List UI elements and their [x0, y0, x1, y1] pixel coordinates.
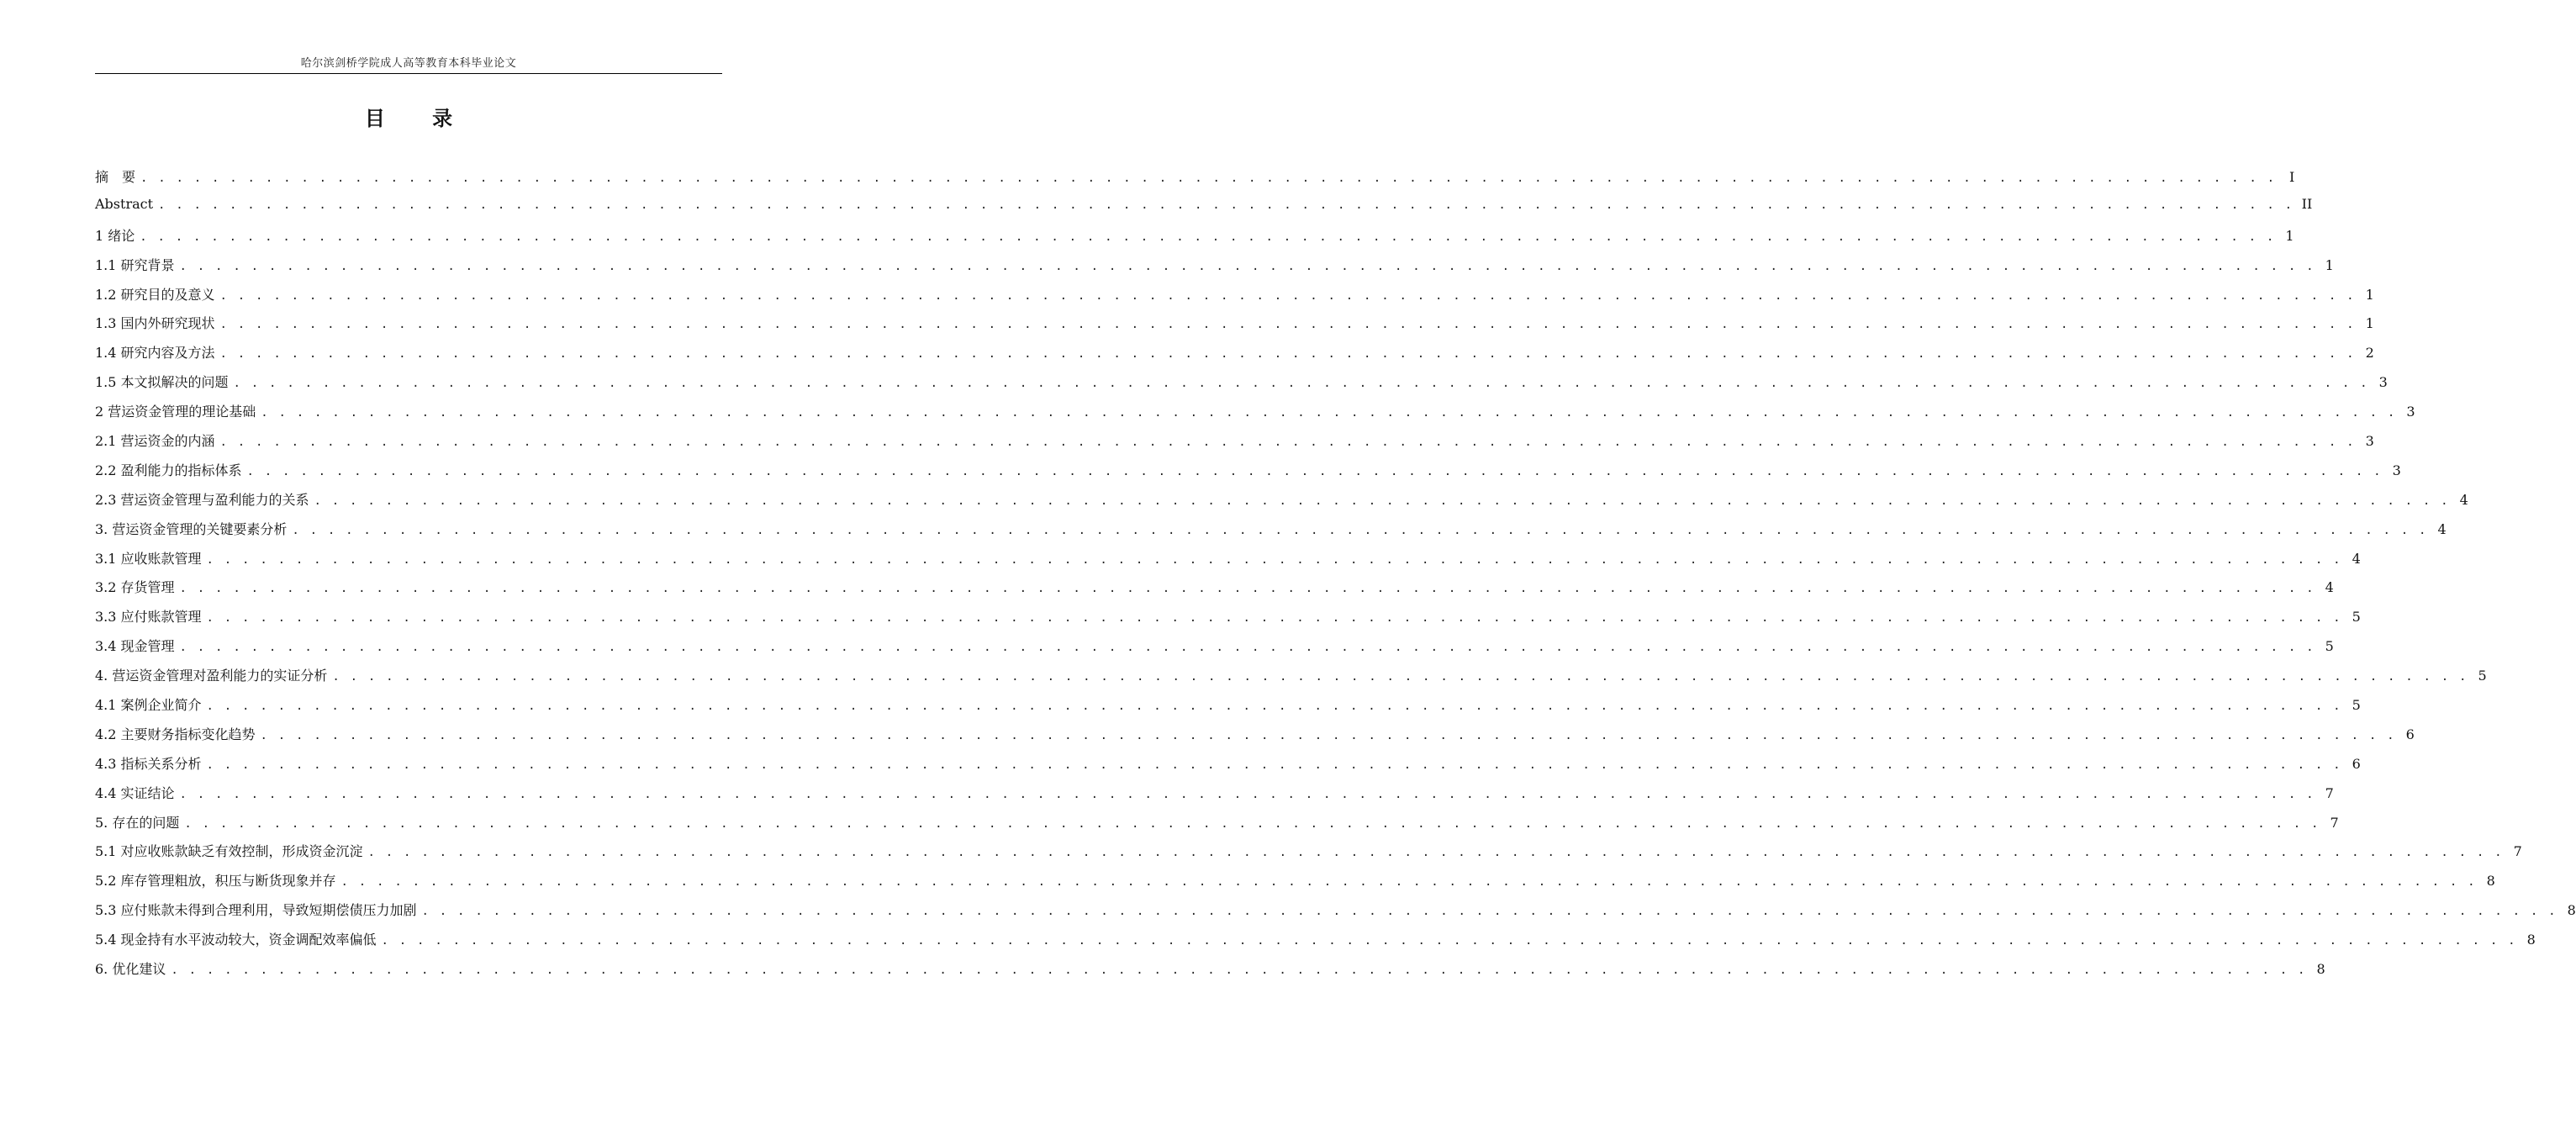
toc-entry-page-number: 5 [2352, 697, 2361, 714]
toc-entry-title: 3. 营运资金管理的关键要素分析 [95, 520, 288, 537]
dot-leader: . . . . . . . . . . . . . . . . . . . . . . . . . . . . . . . . . . . . . . . . . . . . . . . . . . . . . . . . . . . . . . . . . . . . . . . . . . . . . . . . . . . . . . . . . . . . . . . . . . . . . . . . . . . . . . . . . . . . . . . . [179, 259, 2315, 273]
toc-entry[interactable] [95, 548, 2361, 578]
toc-entry-title: 4.1 案例企业简介 [95, 697, 202, 714]
dot-leader: . . . . . . . . . . . . . . . . . . . . . . . . . . . . . . . . . . . . . . . . . . . . . . . . . . . . . . . . . . . . . . . . . . . . . . . . . . . . . . . . . . . . . . . . . . . . . . . . . . . . . . . . . . . . . . . . . . . . . . . . [233, 377, 2369, 391]
header-divider [95, 73, 722, 74]
toc-entry-page-number: 4 [2352, 550, 2361, 567]
toc-entry-title: 3.4 现金管理 [95, 638, 175, 655]
dot-leader: . . . . . . . . . . . . . . . . . . . . . . . . . . . . . . . . . . . . . . . . . . . . . . . . . . . . . . . . . . . . . . . . . . . . . . . . . . . . . . . . . . . . . . . . . . . . . . . . . . . . . . . . . . . . . . . . . . . . . . . . [179, 787, 2315, 801]
toc-entry-title: 4. 营运资金管理对盈利能力的实证分析 [95, 668, 328, 684]
dot-leader: . . . . . . . . . . . . . . . . . . . . . . . . . . . . . . . . . . . . . . . . . . . . . . . . . . . . . . . . . . . . . . . . . . . . . . . . . . . . . . . . . . . . . . . . . . . . . . . . . . . . . . . . . . . . . . . . . . . . . . . . [206, 552, 2342, 567]
toc-entry[interactable] [95, 606, 2361, 636]
toc-entry[interactable] [95, 225, 2294, 255]
toc-entry[interactable] [95, 401, 2415, 430]
toc-entry-title: 4.4 实证结论 [95, 784, 175, 801]
toc-entry[interactable] [95, 195, 2313, 225]
dot-leader: . . . . . . . . . . . . . . . . . . . . . . . . . . . . . . . . . . . . . . . . . . . . . . . . . . . . . . . . . . . . . . . . . . . . . . . . . . . . . . . . . . . . . . . . . . . . . . . . . . . . . . . . . . . . . . . . . . . . . . . . [314, 494, 2450, 508]
toc-entry-page-number: 7 [2325, 784, 2334, 801]
dot-leader: . . . . . . . . . . . . . . . . . . . . . . . . . . . . . . . . . . . . . . . . . . . . . . . . . . . . . . . . . . . . . . . . . . . . . . . . . . . . . . . . . . . . . . . . . . . . . . . . . . . . . . . . . . . . . . . . . . . . . . . . [179, 641, 2315, 655]
toc-entry-page-number: 5 [2325, 638, 2334, 655]
toc-entry[interactable] [95, 929, 2536, 958]
toc-entry-page-number: 6 [2405, 726, 2415, 742]
toc-entry-page-number: 7 [2513, 843, 2522, 860]
dot-leader: . . . . . . . . . . . . . . . . . . . . . . . . . . . . . . . . . . . . . . . . . . . . . . . . . . . . . . . . . . . . . . . . . . . . . . . . . . . . . . . . . . . . . . . . . . . . . . . . . . . . . . . . . . . . . . . . . . . . . . . . [219, 288, 2356, 303]
toc-entry-title: 摘 要 [95, 169, 136, 185]
dot-leader: . . . . . . . . . . . . . . . . . . . . . . . . . . . . . . . . . . . . . . . . . . . . . . . . . . . . . . . . . . . . . . . . . . . . . . . . . . . . . . . . . . . . . . . . . . . . . . . . . . . . . . . . . . . . . . . . . . . . . . . . [206, 611, 2342, 626]
toc-entry-page-number: 1 [2365, 315, 2374, 332]
toc-entry-page-number: 8 [2567, 902, 2576, 919]
toc-entry-title: 2.2 盈利能力的指标体系 [95, 462, 242, 478]
toc-entry-page-number: 3 [2392, 462, 2401, 478]
dot-leader: . . . . . . . . . . . . . . . . . . . . . . . . . . . . . . . . . . . . . . . . . . . . . . . . . . . . . . . . . . . . . . . . . . . . . . . . . . . . . . . . . . . . . . . . . . . . . . . . . . . . . . . . . . . . . . . . . . . . . . . . [381, 934, 2517, 948]
toc-entry[interactable] [95, 870, 2495, 900]
toc-entry[interactable] [95, 724, 2415, 753]
toc-entry-title: 5.4 现金持有水平波动较大，资金调配效率偏低 [95, 932, 377, 948]
toc-entry-page-number: 4 [2325, 579, 2334, 596]
dot-leader: . . . . . . . . . . . . . . . . . . . . . . . . . . . . . . . . . . . . . . . . . . . . . . . . . . . . . . . . . . . . . . . . . . . . . . . . . . . . . . . . . . . . . . . . . . . . . . . . . . . . . . . . . . . . . . . . . . . . . . . . [206, 700, 2342, 714]
toc-entry-page-number: 1 [2365, 286, 2374, 303]
toc-entry-title: 3.1 应收账款管理 [95, 550, 202, 567]
dot-leader: . . . . . . . . . . . . . . . . . . . . . . . . . . . . . . . . . . . . . . . . . . . . . . . . . . . . . . . . . . . . . . . . . . . . . . . . . . . . . . . . . . . . . . . . . . . . . . . . . . . . . . . . . . . . . . . . . . . . . . . . [206, 758, 2342, 772]
dot-leader: . . . . . . . . . . . . . . . . . . . . . . . . . . . . . . . . . . . . . . . . . . . . . . . . . . . . . . . . . . . . . . . . . . . . . . . . . . . . . . . . . . . . . . . . . . . . . . . . . . . . . . . . . . . . . . . . . . . . . . . . [219, 318, 2356, 332]
toc-entry[interactable] [95, 460, 2401, 489]
toc-entry-title: 5. 存在的问题 [95, 814, 180, 831]
toc-entry[interactable] [95, 958, 2325, 988]
running-header: 哈尔滨剑桥学院成人高等教育本科毕业论文 [300, 57, 517, 70]
toc-entry[interactable] [95, 694, 2361, 724]
toc-entry[interactable] [95, 783, 2334, 812]
toc-entry-title: 5.1 对应收账款缺乏有效控制，形成资金沉淀 [95, 843, 363, 860]
dot-leader: . . . . . . . . . . . . . . . . . . . . . . . . . . . . . . . . . . . . . . . . . . . . . . . . . . . . . . . . . . . . . . . . . . . . . . . . . . . . . . . . . . . . . . . . . . . . . . . . . . . . . . . . . . . . . . . . . . . . . . . . [179, 582, 2315, 596]
dot-leader: . . . . . . . . . . . . . . . . . . . . . . . . . . . . . . . . . . . . . . . . . . . . . . . . . . . . . . . . . . . . . . . . . . . . . . . . . . . . . . . . . . . . . . . . . . . . . . . . . . . . . . . . . . . . . . . . . . . . . . . . [332, 670, 2468, 684]
toc-list [95, 166, 2576, 988]
toc-entry-title: 3.2 存货管理 [95, 579, 175, 596]
toc-entry-page-number: 1 [2285, 227, 2294, 244]
dot-leader: . . . . . . . . . . . . . . . . . . . . . . . . . . . . . . . . . . . . . . . . . . . . . . . . . . . . . . . . . . . . . . . . . . . . . . . . . . . . . . . . . . . . . . . . . . . . . . . . . . . . . . . . . . . . . . . . . . . . . . . . [219, 436, 2356, 450]
toc-entry-title: 2.3 营运资金管理与盈利能力的关系 [95, 491, 309, 508]
dot-leader: . . . . . . . . . . . . . . . . . . . . . . . . . . . . . . . . . . . . . . . . . . . . . . . . . . . . . . . . . . . . . . . . . . . . . . . . . . . . . . . . . . . . . . . . . . . . . . . . . . . . . . . . . . . . . . . . . . . . . . . . [246, 464, 2383, 478]
toc-entry[interactable] [95, 284, 2374, 314]
toc-entry[interactable] [95, 841, 2522, 870]
toc-entry-page-number: 3 [2378, 374, 2388, 391]
toc-entry[interactable] [95, 519, 2447, 548]
dot-leader: . . . . . . . . . . . . . . . . . . . . . . . . . . . . . . . . . . . . . . . . . . . . . . . . . . . . . . . . . . . . . . . . . . . . . . . . . . . . . . . . . . . . . . . . . . . . . . . . . . . . . . . . . . . . . . . . . . . . . . . . [184, 816, 2320, 831]
toc-entry-page-number: 7 [2330, 814, 2339, 831]
dot-leader: . . . . . . . . . . . . . . . . . . . . . . . . . . . . . . . . . . . . . . . . . . . . . . . . . . . . . . . . . . . . . . . . . . . . . . . . . . . . . . . . . . . . . . . . . . . . . . . . . . . . . . . . . . . . . . . . . . . . . . . . [421, 905, 2558, 919]
toc-entry[interactable] [95, 900, 2576, 929]
toc-entry[interactable] [95, 342, 2374, 372]
dot-leader: . . . . . . . . . . . . . . . . . . . . . . . . . . . . . . . . . . . . . . . . . . . . . . . . . . . . . . . . . . . . . . . . . . . . . . . . . . . . . . . . . . . . . . . . . . . . . . . . . . . . . . . . . . . . . . . . . . . . . . . . [260, 728, 2396, 742]
toc-entry[interactable] [95, 812, 2339, 842]
toc-entry-page-number: 2 [2365, 345, 2374, 362]
toc-entry-title: 1.5 本文拟解决的问题 [95, 374, 229, 391]
toc-entry[interactable] [95, 430, 2374, 460]
toc-entry[interactable] [95, 636, 2334, 665]
toc-entry-title: 6. 优化建议 [95, 961, 166, 978]
toc-title: 目 录 [364, 106, 473, 130]
toc-entry-page-number: 1 [2325, 256, 2334, 273]
toc-entry-page-number: 5 [2478, 668, 2487, 684]
toc-entry[interactable] [95, 753, 2361, 783]
dot-leader: . . . . . . . . . . . . . . . . . . . . . . . . . . . . . . . . . . . . . . . . . . . . . . . . . . . . . . . . . . . . . . . . . . . . . . . . . . . . . . . . . . . . . . . . . . . . . . . . . . . . . . . . . . . . . . . . . . . . . . . . [140, 172, 2277, 185]
toc-entry[interactable] [95, 665, 2487, 694]
dot-leader: . . . . . . . . . . . . . . . . . . . . . . . . . . . . . . . . . . . . . . . . . . . . . . . . . . . . . . . . . . . . . . . . . . . . . . . . . . . . . . . . . . . . . . . . . . . . . . . . . . . . . . . . . . . . . . . . . . . . . . . . [140, 230, 2276, 244]
toc-entry-title: 1.3 国内外研究现状 [95, 315, 215, 332]
toc-entry-page-number: 4 [2437, 520, 2447, 537]
toc-entry[interactable] [95, 255, 2334, 284]
toc-entry-title: 1 绪论 [95, 227, 135, 244]
toc-entry-title: 4.3 指标关系分析 [95, 755, 202, 772]
toc-entry-page-number: 3 [2406, 404, 2415, 420]
toc-entry-title: 2 营运资金管理的理论基础 [95, 404, 256, 420]
toc-entry-page-number: II [2301, 195, 2313, 212]
dot-leader: . . . . . . . . . . . . . . . . . . . . . . . . . . . . . . . . . . . . . . . . . . . . . . . . . . . . . . . . . . . . . . . . . . . . . . . . . . . . . . . . . . . . . . . . . . . . . . . . . . . . . . . . . . . . . . . . . . . . . . . . [158, 198, 2294, 212]
toc-entry[interactable] [95, 166, 2295, 196]
toc-entry-title: 5.2 库存管理粗放，积压与断货现象并存 [95, 873, 336, 890]
toc-entry[interactable] [95, 577, 2334, 606]
toc-entry-page-number: 8 [2486, 873, 2495, 890]
toc-entry-page-number: 8 [2526, 932, 2536, 948]
toc-entry-page-number: 6 [2352, 755, 2361, 772]
dot-leader: . . . . . . . . . . . . . . . . . . . . . . . . . . . . . . . . . . . . . . . . . . . . . . . . . . . . . . . . . . . . . . . . . . . . . . . . . . . . . . . . . . . . . . . . . . . . . . . . . . . . . . . . . . . . . . . . . . . . . . . . [367, 846, 2504, 860]
toc-entry-page-number: 5 [2352, 609, 2361, 626]
toc-entry-title: Abstract [95, 195, 154, 212]
toc-entry[interactable] [95, 313, 2374, 342]
toc-entry-page-number: 8 [2316, 961, 2325, 978]
dot-leader: . . . . . . . . . . . . . . . . . . . . . . . . . . . . . . . . . . . . . . . . . . . . . . . . . . . . . . . . . . . . . . . . . . . . . . . . . . . . . . . . . . . . . . . . . . . . . . . . . . . . . . . . . . . . . . . . . . . . . . . . [340, 875, 2477, 890]
dot-leader: . . . . . . . . . . . . . . . . . . . . . . . . . . . . . . . . . . . . . . . . . . . . . . . . . . . . . . . . . . . . . . . . . . . . . . . . . . . . . . . . . . . . . . . . . . . . . . . . . . . . . . . . . . . . . . . . . . . . . . . . [171, 964, 2307, 978]
toc-entry-title: 3.3 应付账款管理 [95, 609, 202, 626]
toc-entry-title: 1.4 研究内容及方法 [95, 345, 215, 362]
toc-entry[interactable] [95, 489, 2468, 519]
toc-entry-page-number: I [2288, 169, 2295, 185]
toc-entry-title: 1.1 研究背景 [95, 256, 175, 273]
toc-entry[interactable] [95, 372, 2388, 401]
dot-leader: . . . . . . . . . . . . . . . . . . . . . . . . . . . . . . . . . . . . . . . . . . . . . . . . . . . . . . . . . . . . . . . . . . . . . . . . . . . . . . . . . . . . . . . . . . . . . . . . . . . . . . . . . . . . . . . . . . . . . . . . [261, 406, 2397, 420]
dot-leader: . . . . . . . . . . . . . . . . . . . . . . . . . . . . . . . . . . . . . . . . . . . . . . . . . . . . . . . . . . . . . . . . . . . . . . . . . . . . . . . . . . . . . . . . . . . . . . . . . . . . . . . . . . . . . . . . . . . . . . . . [292, 523, 2428, 537]
toc-entry-title: 4.2 主要财务指标变化趋势 [95, 726, 256, 742]
toc-entry-page-number: 3 [2365, 433, 2374, 450]
toc-entry-title: 2.1 营运资金的内涵 [95, 433, 215, 450]
dot-leader: . . . . . . . . . . . . . . . . . . . . . . . . . . . . . . . . . . . . . . . . . . . . . . . . . . . . . . . . . . . . . . . . . . . . . . . . . . . . . . . . . . . . . . . . . . . . . . . . . . . . . . . . . . . . . . . . . . . . . . . . [219, 347, 2356, 362]
toc-entry-title: 5.3 应付账款未得到合理利用，导致短期偿债压力加剧 [95, 902, 417, 919]
toc-entry-page-number: 4 [2459, 491, 2468, 508]
toc-entry-title: 1.2 研究目的及意义 [95, 286, 215, 303]
